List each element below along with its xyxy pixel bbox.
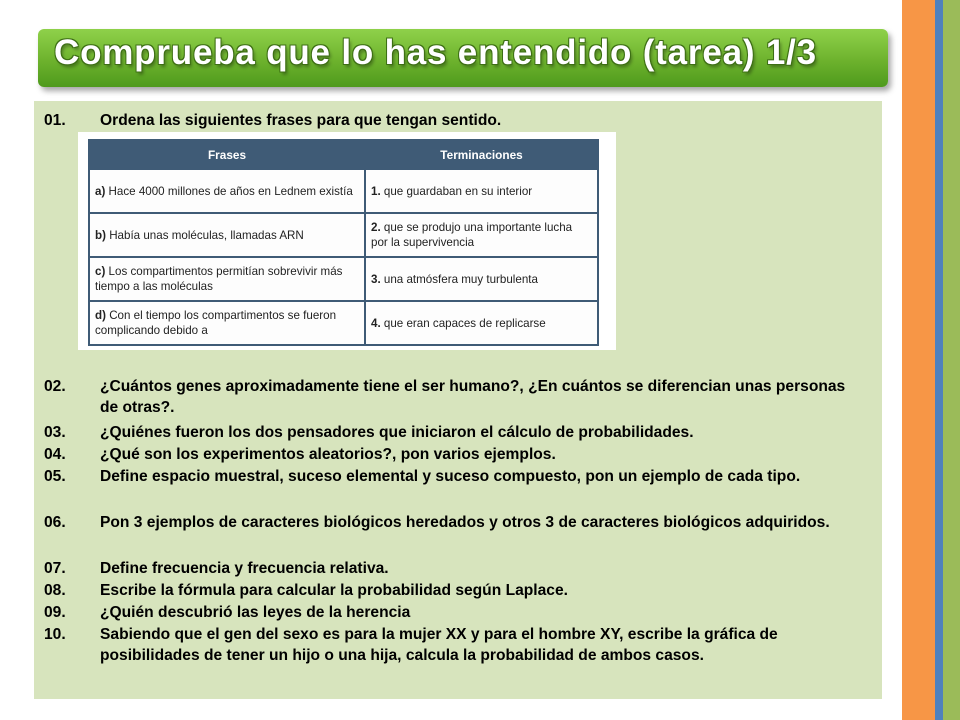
table-cell-ending: [365, 301, 598, 345]
table-header-frases: Frases: [89, 140, 365, 169]
question-item: [44, 444, 864, 465]
table-row: [89, 213, 598, 257]
phrases-table-image: [78, 132, 616, 350]
question-item: [44, 466, 864, 487]
question-item: [44, 624, 864, 666]
table-cell-phrase: [89, 257, 365, 301]
questions-panel: [34, 101, 882, 699]
question-number: 08.: [44, 582, 66, 599]
phrases-table: [88, 139, 599, 346]
decor-stripe-orange: [902, 0, 935, 720]
question-text: ¿Qué son los experimentos aleatorios?, pon varios ejemplos.: [100, 446, 556, 463]
question-text: Ordena las siguientes frases para que tengan sentido.: [100, 112, 502, 129]
question-item: [44, 512, 864, 533]
question-item: [44, 110, 864, 131]
question-number: 02.: [44, 378, 66, 395]
table-cell-phrase: [89, 213, 365, 257]
title-banner: [38, 29, 888, 87]
question-text: Escribe la fórmula para calcular la probabilidad según Laplace.: [100, 582, 568, 599]
question-text: Define frecuencia y frecuencia relativa.: [100, 560, 389, 577]
question-text: ¿Quién descubrió las leyes de la herencia: [100, 604, 411, 621]
phrase-text: Con el tiempo los compartimentos se fueron complicando debido a: [95, 309, 337, 337]
question-number: 10.: [44, 626, 66, 643]
table-cell-phrase: [89, 301, 365, 345]
question-text: Pon 3 ejemplos de caracteres biológicos heredados y otros 3 de caracteres biológicos adquiridos.: [100, 514, 830, 531]
phrase-letter: c): [95, 265, 106, 278]
decor-stripe-blue: [935, 0, 943, 720]
ending-text: que guardaban en su interior: [383, 184, 533, 198]
question-text: Sabiendo que el gen del sexo es para la mujer XX y para el hombre XY, escribe la gráfica de posibilidades de tener un hijo o una hija, calcula la probabilidad de ambos casos.: [100, 626, 778, 664]
ending-number: 4.: [371, 316, 381, 330]
ending-text: que se produjo una importante lucha por la supervivencia: [371, 221, 573, 249]
question-number: 04.: [44, 446, 66, 463]
question-number: 05.: [44, 468, 66, 485]
question-item: [44, 602, 864, 623]
phrase-text: Los compartimentos permitían sobrevivir más tiempo a las moléculas: [95, 265, 343, 293]
ending-number: 1.: [371, 184, 381, 198]
table-header-row: [89, 140, 598, 169]
ending-number: 3.: [371, 272, 381, 286]
question-number: 01.: [44, 112, 66, 129]
question-text: Define espacio muestral, suceso elemental y suceso compuesto, pon un ejemplo de cada tipo.: [100, 468, 801, 485]
table-row: [89, 301, 598, 345]
phrase-letter: d): [95, 309, 106, 322]
table-header-terminaciones: Terminaciones: [365, 140, 598, 169]
question-number: 09.: [44, 604, 66, 621]
question-item: [44, 558, 864, 579]
table-cell-ending: [365, 257, 598, 301]
question-number: 03.: [44, 424, 66, 441]
ending-number: 2.: [371, 221, 381, 234]
table-row: [89, 257, 598, 301]
question-text: ¿Quiénes fueron los dos pensadores que iniciaron el cálculo de probabilidades.: [100, 424, 694, 441]
phrase-text: Hace 4000 millones de años en Lednem existía: [108, 184, 353, 198]
table-cell-phrase: [89, 169, 365, 213]
question-text: ¿Cuántos genes aproximadamente tiene el ser humano?, ¿En cuántos se diferencian unas personas de otras?.: [100, 378, 846, 416]
ending-text: que eran capaces de replicarse: [383, 316, 546, 330]
question-item: [44, 376, 864, 418]
phrase-letter: a): [95, 184, 106, 198]
page-title: Comprueba que lo has entendido (tarea) 1/3: [54, 33, 817, 72]
table-cell-ending: [365, 213, 598, 257]
table-row: [89, 169, 598, 213]
decor-stripe-green: [943, 0, 960, 720]
question-item: [44, 422, 864, 443]
ending-text: una atmósfera muy turbulenta: [383, 272, 538, 286]
question-number: 06.: [44, 514, 66, 531]
phrase-text: Había unas moléculas, llamadas ARN: [109, 228, 304, 242]
table-cell-ending: [365, 169, 598, 213]
question-number: 07.: [44, 560, 66, 577]
question-item: [44, 580, 864, 601]
phrase-letter: b): [95, 228, 106, 242]
